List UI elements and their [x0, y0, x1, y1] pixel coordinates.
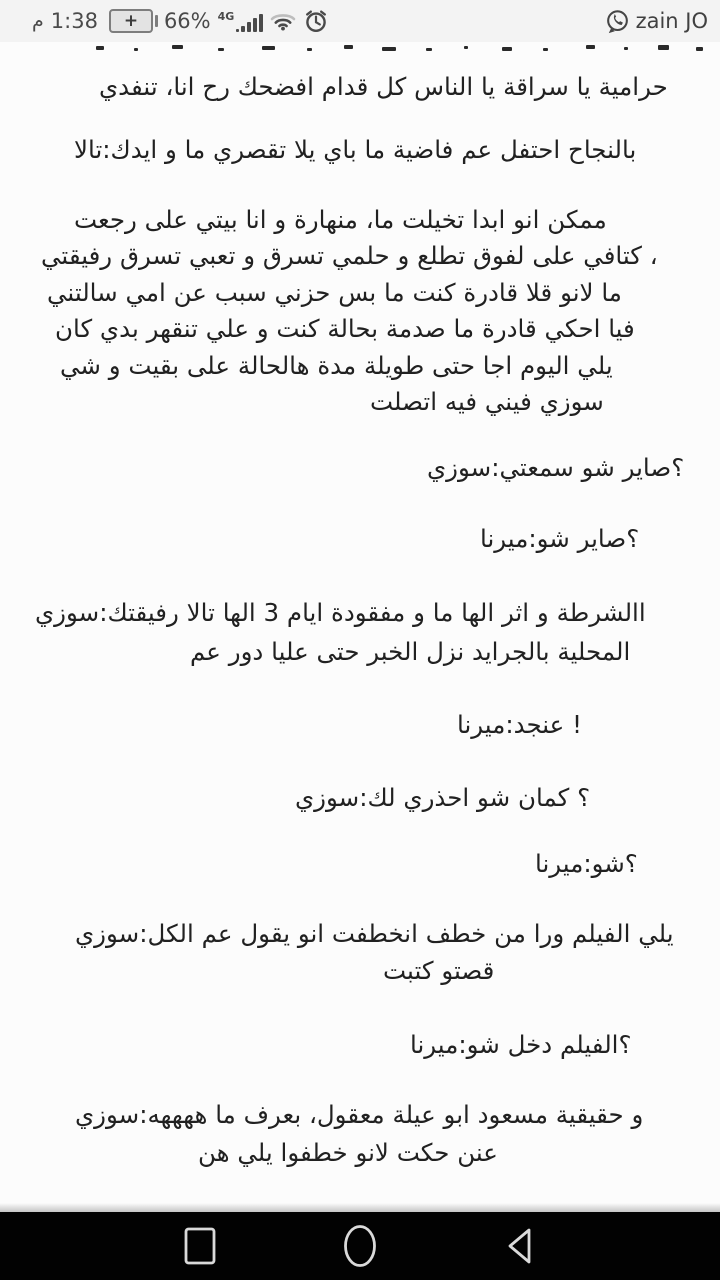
clipped-glyph-fragment	[543, 48, 548, 51]
clipped-glyph-fragment	[426, 48, 432, 51]
story-line: ميرنا:شو دخل الفيلم؟	[410, 1030, 632, 1059]
clipped-glyph-fragment	[586, 45, 595, 49]
clipped-glyph-fragment	[464, 46, 468, 49]
clipped-glyph-fragment	[96, 46, 104, 50]
story-line: تالا:ايدك و ما تقصري يلا باي ما فاضية عم احتفل بالنجاح	[74, 135, 637, 164]
cell-signal-group	[218, 10, 264, 32]
bottom-shadow	[0, 1203, 720, 1212]
clipped-glyph-fragment	[658, 45, 669, 50]
story-line: سوزي:لك احذري شو كمان ؟	[295, 783, 591, 812]
clipped-glyph-fragment	[307, 48, 312, 51]
story-line: هن يلي خطفوا لانو حكت عنن	[198, 1138, 498, 1167]
recents-button[interactable]	[168, 1212, 232, 1280]
home-button[interactable]	[328, 1212, 392, 1280]
clipped-glyph-fragment	[262, 46, 275, 50]
story-line: سالتني امي عن سبب حزني بس ما كنت قادرة قلا لانو ما	[47, 278, 622, 307]
story-line: سوزي:ههههه ما بعرف ،معقول عيلة ابو مسعود حقيقية و	[75, 1100, 644, 1129]
story-line: ميرنا:شو؟	[535, 849, 638, 878]
back-button[interactable]	[488, 1212, 552, 1280]
clock-time: 1:38	[50, 9, 98, 33]
status-left-group	[12, 9, 329, 33]
battery-percent: 66%	[163, 9, 211, 33]
story-line: سوزي:رفيقتك تالا الها 3 ايام مفقودة و ما الها اثر و االشرطة	[35, 598, 646, 627]
wifi-icon	[270, 11, 296, 31]
battery-charging-icon	[109, 9, 153, 33]
home-circle-icon	[342, 1224, 378, 1268]
clipped-text-fragments	[0, 42, 720, 54]
story-line: ميرنا:شو صاير؟	[480, 524, 640, 553]
story-line: شي و بقيت على هالحالة مدة طويلة حتى اجا اليوم يلي	[60, 351, 613, 380]
clipped-glyph-fragment	[502, 47, 512, 51]
status-right-group	[604, 8, 708, 35]
content-area	[0, 42, 720, 1212]
network-type-label: 4G	[217, 10, 235, 23]
story-line: رفيقتي تسرق تعبي و تسرق حلمي و تطلع لفوق على كتافي ،	[41, 241, 658, 270]
clipped-glyph-fragment	[134, 48, 138, 51]
story-line: ميرنا:عنجد !	[457, 710, 582, 739]
back-triangle-icon	[503, 1226, 537, 1266]
navigation-bar	[0, 1212, 720, 1280]
alarm-clock-icon	[303, 9, 329, 33]
story-line: رجعت على بيتي انا و منهارة ،ما تخيلت ابدا انو ممكن	[74, 205, 607, 234]
clipped-glyph-fragment	[696, 47, 703, 51]
story-line: عم دور عليا حتى الخبر نزل بالجرايد المحلية	[190, 637, 631, 666]
clipped-glyph-fragment	[172, 45, 183, 49]
charging-plus-symbol: +	[123, 11, 139, 31]
status-bar	[0, 0, 720, 42]
story-line: اتصلت فيه فيني سوزي	[370, 387, 604, 416]
clipped-glyph-fragment	[382, 47, 396, 51]
clipped-glyph-fragment	[344, 45, 353, 49]
signal-bars-icon	[236, 14, 263, 32]
story-line: سوزي:الكل عم يقول انو انخطفت خطف من ورا الفيلم يلي	[75, 919, 674, 948]
whatsapp-icon	[604, 8, 631, 35]
carrier-label: zain JO	[635, 9, 708, 33]
story-line: تنفدي ،انا رح افضحك قدام كل الناس يا سراقة يا حرامية	[99, 72, 668, 101]
story-line: كتبت قصتو	[383, 956, 495, 985]
story-line: كان بدي تنقهر علي و كنت بحالة صدمة ما قادرة احكي فيا	[55, 314, 635, 343]
clipped-glyph-fragment	[624, 47, 628, 50]
clipped-glyph-fragment	[218, 48, 224, 51]
story-line: سوزي:سمعتي شو صاير؟	[427, 453, 685, 482]
recents-square-icon	[183, 1226, 217, 1266]
time-period-marker: م	[32, 10, 44, 32]
